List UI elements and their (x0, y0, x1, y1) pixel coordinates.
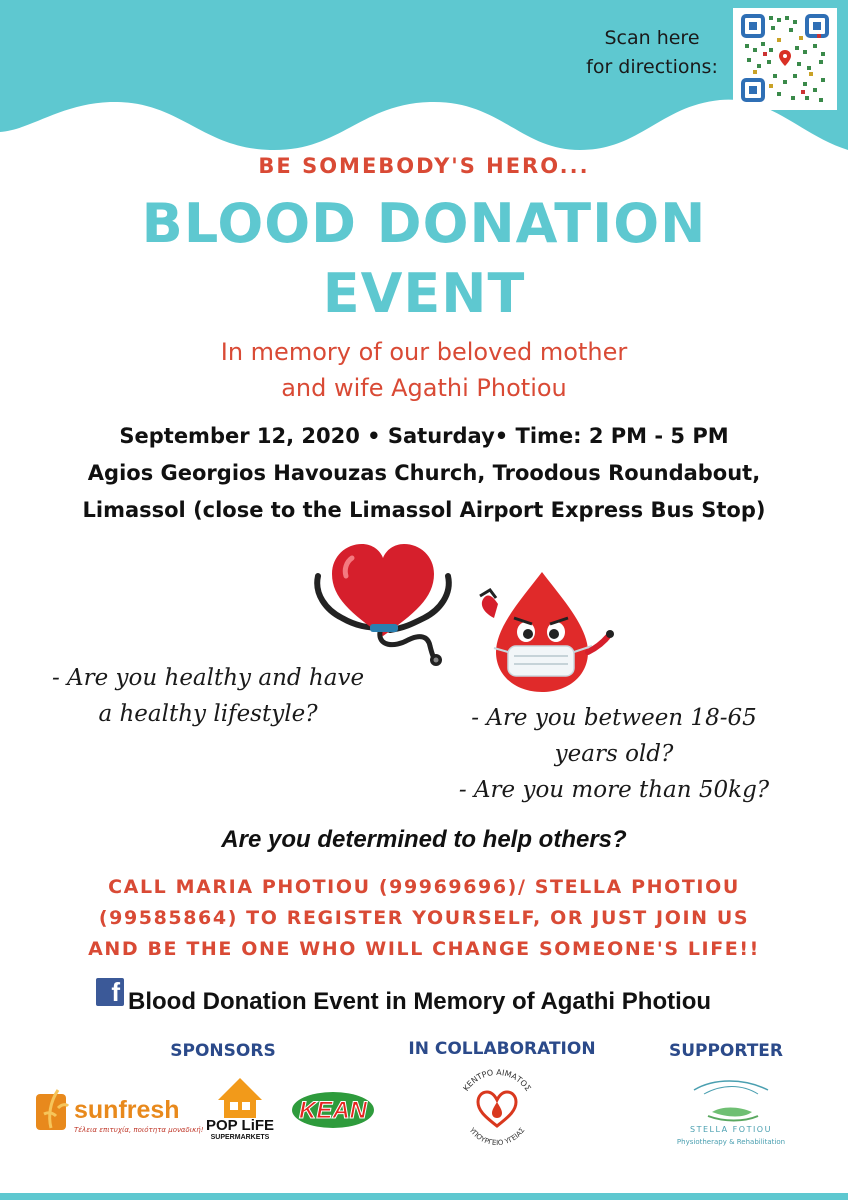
collaboration-heading: IN COLLABORATION (408, 1039, 596, 1059)
health-questions (30, 660, 386, 732)
scan-line-2: for directions: (586, 56, 718, 78)
question-healthy-line-2: a healthy lifestyle? (98, 701, 318, 727)
call-to-action-line-1: CALL MARIA PHOTIOU (99969696)/ STELLA PHOTIOU (108, 876, 740, 898)
supporter-heading: SUPPORTER (668, 1041, 784, 1061)
blood-center-logo (440, 1066, 554, 1148)
stella-fotiou-logo (664, 1072, 798, 1150)
event-location-line-1: Agios Georgios Havouzas Church, Troodous Roundabout, (87, 461, 761, 485)
determined-question: Are you determined to help others? (221, 826, 627, 853)
call-to-action-line-2: (99585864) TO REGISTER YOURSELF, OR JUST JOIN US (98, 907, 750, 929)
kean-logo (290, 1088, 376, 1132)
stella-subtitle: Physiotherapy & Rehabilitation (676, 1138, 786, 1146)
poplife-sub: SUPERMARKETS (210, 1134, 270, 1141)
poplife-logo (198, 1072, 282, 1140)
sponsors-heading: SPONSORS (170, 1041, 276, 1061)
poplife-name: POP LiFE (205, 1117, 275, 1134)
svg-text:ΥΠΟΥΡΓΕΙΟ ΥΓΕΙΑΣ (467, 1126, 526, 1148)
event-title-line-1: BLOOD DONATION (141, 192, 707, 255)
svg-text:ΚΕΝΤΡΟ ΑΙΜΑΤΟΣ (461, 1068, 532, 1093)
kean-name: KEAN (298, 1097, 368, 1124)
question-age-line-2: years old? (554, 741, 674, 767)
sunfresh-slogan: Τέλεια επιτυχία, ποιότητα μοναδική! (74, 1126, 204, 1134)
directions-qr-code[interactable] (733, 8, 837, 110)
eligibility-questions (430, 700, 798, 808)
event-title-line-2: EVENT (322, 262, 526, 325)
stella-name: STELLA FOTIOU (690, 1125, 772, 1134)
event-date-time: September 12, 2020 • Saturday• Time: 2 PM - 5 PM (119, 424, 729, 448)
memory-line-1: In memory of our beloved mother (220, 338, 628, 366)
footer-divider (0, 1193, 848, 1200)
blood-drop-mascot-icon (472, 568, 618, 694)
question-age-line-1: - Are you between 18-65 (471, 705, 757, 731)
sunfresh-logo (34, 1072, 204, 1138)
sunfresh-name: sunfresh (74, 1096, 180, 1124)
tagline: BE SOMEBODY'S HERO... (258, 154, 590, 178)
facebook-icon[interactable]: f (96, 978, 124, 1006)
scan-instructions (574, 24, 730, 82)
facebook-event-link[interactable]: Blood Donation Event in Memory of Agathi Photiou (128, 988, 712, 1015)
ministry-name: ΥΠΟΥΡΓΕΙΟ ΥΓΕΙΑΣ (467, 1126, 527, 1148)
call-to-action-line-3: AND BE THE ONE WHO WILL CHANGE SOMEONE'S LIFE!! (88, 938, 760, 960)
blood-center-name: ΚΕΝΤΡΟ ΑΙΜΑΤΟΣ (461, 1067, 533, 1093)
memory-line-2: and wife Agathi Photiou (281, 374, 567, 402)
heart-stethoscope-icon (312, 536, 454, 666)
event-location-line-2: Limassol (close to the Limassol Airport Express Bus Stop) (82, 498, 766, 522)
question-weight: - Are you more than 50kg? (458, 777, 770, 803)
scan-line-1: Scan here (604, 27, 700, 49)
question-healthy-line-1: - Are you healthy and have (51, 665, 365, 691)
